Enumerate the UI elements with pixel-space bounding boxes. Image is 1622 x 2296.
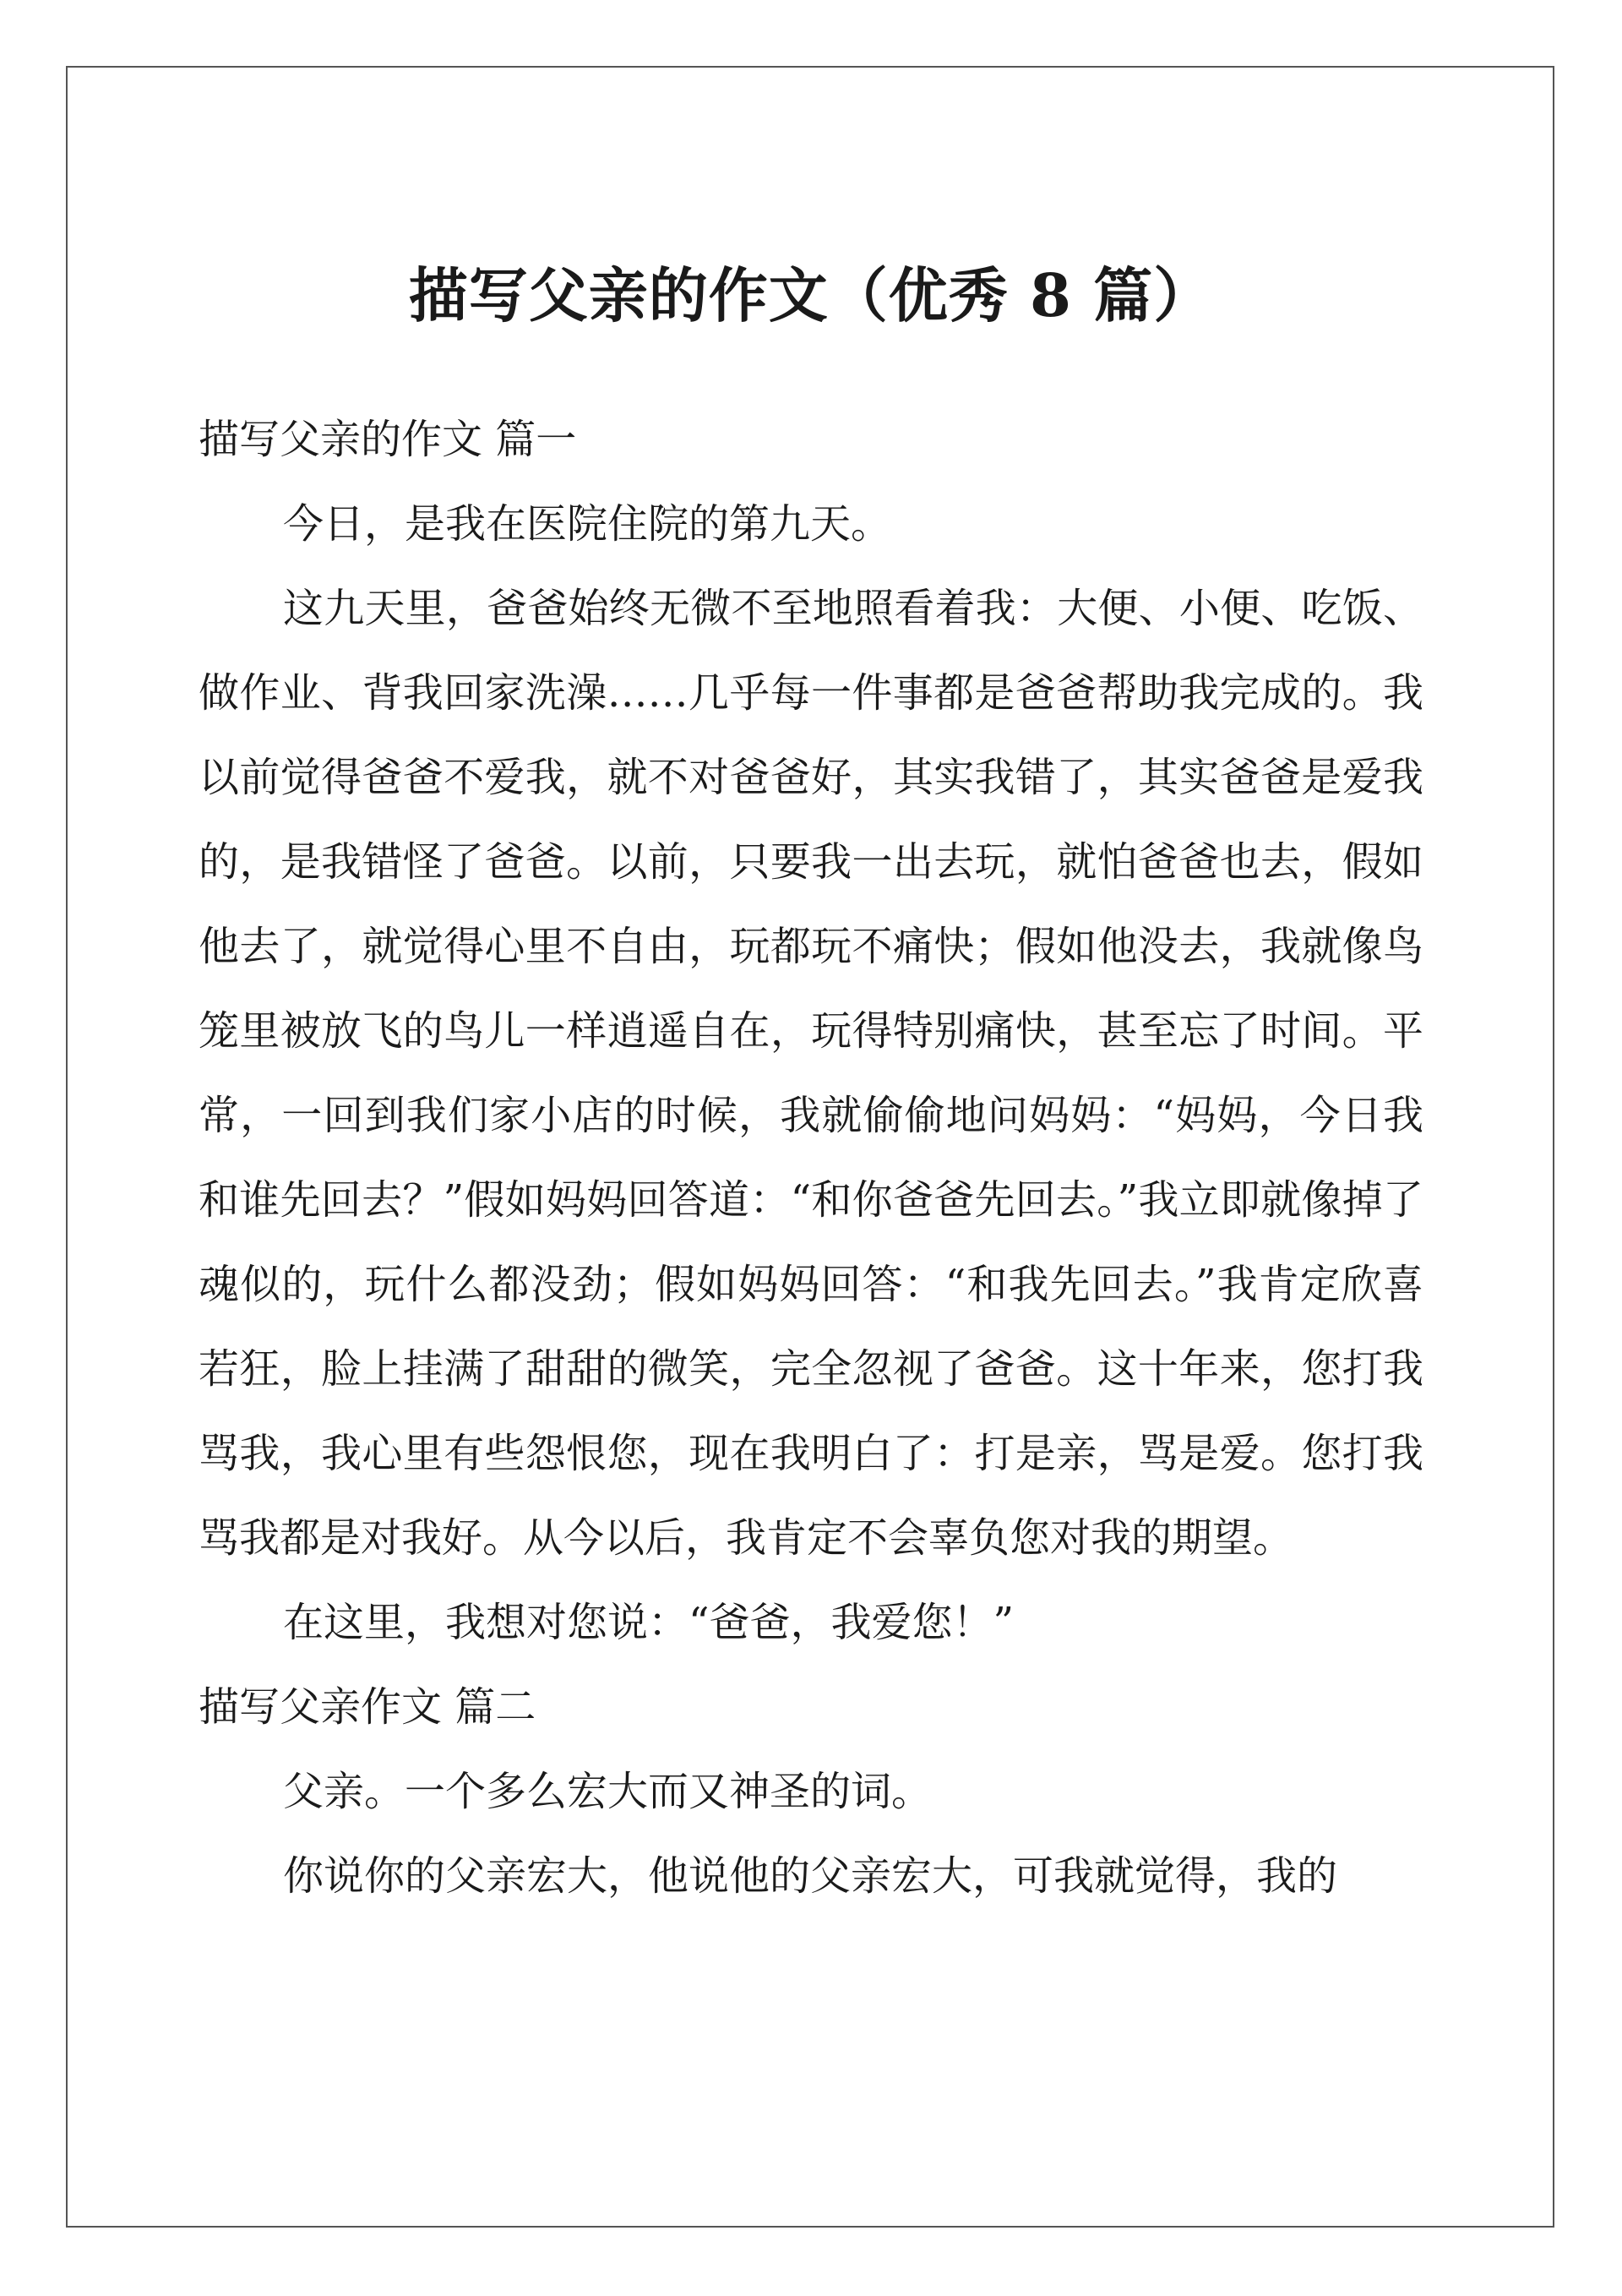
- paragraph: 在这里，我想对您说：“爸爸，我爱您！”: [283, 1599, 1015, 1646]
- section-heading: 描写父亲的作文 篇一: [199, 416, 577, 463]
- paragraph: 今日，是我在医院住院的第九天。: [283, 500, 892, 548]
- section-heading: 描写父亲作文 篇二: [199, 1683, 536, 1731]
- document-title: 描写父亲的作文（优秀 8 篇）: [408, 260, 1214, 330]
- paragraph: 你说你的父亲宏大，他说他的父亲宏大，可我就觉得，我的: [283, 1852, 1338, 1900]
- paragraph: 这九天里，爸爸始终无微不至地照看着我：大便、小便、吃饭、做作业、背我回家洗澡……几乎每一件事都是爸爸帮助我完成的。我以前觉得爸爸不爱我，就不对爸爸好，其实我错了，其实爸爸是爱我的，是我错怪了爸爸。以前，只要我一出去玩，就怕爸爸也去，假如他去了，就觉得心里不自由，玩都玩不痛快；假如他没去，我就像鸟笼里被放飞的鸟儿一样逍遥自在，玩得特别痛快，甚至忘了时间。平常，一回到我们家小店的时候，我就偷偷地问妈妈：“妈妈，今日我和谁先回去？”假如妈妈回答道：“和你爸爸先回去。”我立即就像掉了魂似的，玩什么都没劲；假如妈妈回答：“和我先回去。”我肯定欣喜若狂，脸上挂满了甜甜的微笑，完全忽视了爸爸。这十年来，您打我骂我，我心里有些怨恨您，现在我明白了：打是亲，骂是爱。您打我骂我都是对我好。从今以后，我肯定不会辜负您对我的期望。: [199, 585, 1423, 1562]
- paragraph: 父亲。一个多么宏大而又神圣的词。: [283, 1768, 933, 1815]
- document-body: [199, 397, 1423, 1918]
